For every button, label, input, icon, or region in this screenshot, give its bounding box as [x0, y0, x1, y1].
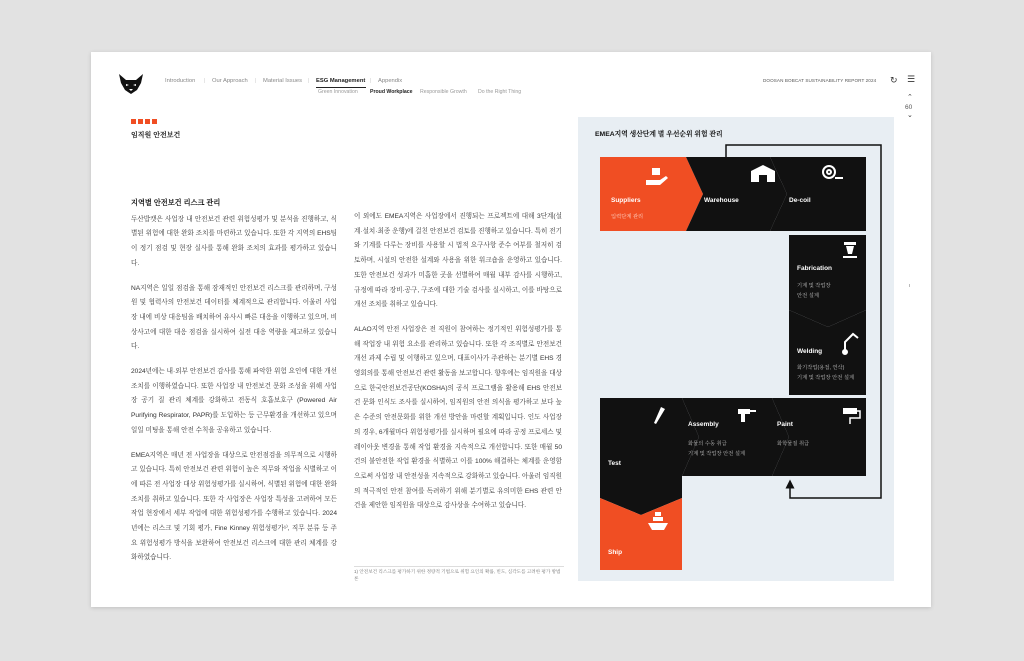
paragraph: 이 외에도 EMEA지역은 사업장에서 진행되는 프로젝트에 대해 3단계(설계·설치·최종 운행)에 걸친 안전보건 검토를 진행하고 있습니다. 특히 전기와 기계를 다루는 장비를 사용할 시 법적 요구사항 준수 여부를 철저히 검토하며, 시설의 안전한 설계와 사용을 위한 워크숍을 운영하고 있습니다. 또한 안전보건 성과가 미흡한 곳을 선별하여 매월 내부 감사를 시행하고, 규정에 따라 장비·공구, 구조에 대한 기술 검사를 실시하고, 이를 바탕으로 개선 조치를 취하고 있습니다.	[354, 213, 562, 309]
paragraph: NA지역은 일일 점검을 통해 잠재적인 안전보건 리스크를 관리하며, 구성원 및 협력사의 안전보건 데이터를 체계적으로 관리합니다. 이울러 사업장 내에 비상 대응팀을 배치하여 유사시 빠른 대응을 이행하고 있으며, 비상사고에 대한 대응 점검을 실시하여 실전 대응 역량을 제고하고 있습니다.	[131, 284, 337, 351]
step-welding-desc: 화기작업(용접, 연삭)	[797, 365, 845, 371]
step-decoil-label: De-coil	[789, 197, 811, 204]
step-welding-label: Welding	[797, 348, 823, 355]
nav-separator: |	[308, 78, 310, 84]
step-fabrication-desc: 안전 설계	[797, 293, 819, 299]
nav-our-approach[interactable]: Our Approach	[212, 78, 248, 84]
step-test-label: Test	[608, 460, 621, 467]
step-assembly-label: Assembly	[688, 421, 719, 428]
nav-separator: |	[370, 78, 372, 84]
subnav-do-the-right-thing[interactable]: Do the Right Thing	[478, 89, 522, 95]
step-paint-desc: 화학물질 취급	[777, 441, 810, 447]
diagram-title: EMEA지역 생산단계 별 우선순위 위험 관리	[595, 131, 723, 138]
step-suppliers-label: Suppliers	[611, 197, 641, 204]
nav-esg-management[interactable]: ESG Management	[316, 78, 366, 84]
report-title: DOOSAN BOBCAT SUSTAINABILITY REPORT 2024	[763, 78, 877, 83]
page-number: 60	[905, 104, 913, 111]
paragraph: 두산밥캣은 사업장 내 안전보건 관련 위험성평가 및 분석을 진행하고, 식별된 위험에 대한 완화 조치를 마련하고 있습니다. 또한 각 지역의 EHS팀이 정기 점검 및 현장 실사를 통해 완화 조치의 효과를 평가하고 있습니다.	[131, 215, 337, 267]
chevron-up-icon[interactable]: ⌃	[907, 94, 913, 101]
paragraph: EMEA지역은 매년 전 사업장을 대상으로 안전점검을 의무적으로 시행하고 있습니다. 특히 안전보건 관련 위험이 높은 직무와 작업을 식별하고 이에 따른 전 사업장 대상 위험성평가를 실시하여, 식별된 위험에 대한 완화 조치를 취하고 있습니다. 또한 각 사업장은 사업장 특성을 고려하여 모든 작업 현장에서 세부 작업에 대한 위험성평가를 수행하고 있습니다. 2024년에는 리스크 및 기회 평가, Fine Kinney 위험성평가¹⁾, 직무 분류 등 주요 위험성평가 방식을 보완하여 안전보건 리스크에 대한 관리 체계를 강화하였습니다.	[131, 451, 337, 562]
nav-introduction[interactable]: Introduction	[165, 78, 196, 84]
column-heading: 지역별 안전보건 리스크 관리	[131, 198, 221, 207]
step-fabrication-desc: 기계 및 작업장	[797, 283, 831, 289]
chevron-down-icon[interactable]: ⌄	[907, 112, 913, 119]
step-welding-desc: 기계 및 작업장 안전 설계	[797, 375, 855, 381]
subnav-green-innovation[interactable]: Green Innovation	[318, 89, 358, 95]
step-ship-label: Ship	[608, 549, 623, 556]
nav-separator: |	[255, 78, 257, 84]
step-paint-label: Paint	[777, 421, 793, 428]
step-assembly-desc: 화물의 수동 취급	[688, 441, 727, 447]
step-suppliers-desc: 입력단계 관리	[611, 214, 644, 220]
section-title: 임직원 안전보건	[131, 132, 181, 139]
footnote: 1) 안전보건 리스크를 평가하기 위한 정량적 기법으로 위험 요인의 확률, 빈도, 심각도를 고려한 평가 방법론	[354, 566, 564, 583]
step-warehouse-label: Warehouse	[704, 197, 739, 204]
menu-icon[interactable]: ☰	[907, 74, 916, 84]
refresh-icon[interactable]: ↻	[890, 75, 898, 85]
step-assembly-desc: 기계 및 작업장 안전 설계	[688, 451, 746, 457]
step-fabrication-label: Fabrication	[797, 265, 833, 272]
paragraph: 2024년에는 내·외부 안전보건 감사를 통해 파악한 위험 요인에 대한 개선 조치를 이행하였습니다. 또한 사업장 내 안전보건 문화 조성을 위해 사업장 공기 질 관리 체계를 강화하고 전동식 호흡보호구 (Powered Air Purifying Respirator, PAPR)를 도입하는 등 근무환경을 개선하고 있으며 일일 미팅을 통해 안전 수칙을 공유하고 있습니다.	[131, 368, 337, 434]
nav-separator: |	[204, 78, 206, 84]
paragraph: ALAO지역 안전 사업장은 전 직원이 참여하는 정기적인 위험성평가를 통해 작업장 내 위험 요소를 관리하고 있습니다. 또한 각 조직별로 안전보건 개선 과제 수립 및 이행하고 있으며, 대표이사가 주관하는 분기별 EHS 경영회의를 통해 안전보건 관련 활동을 보고합니다. 향후에는 임직원을 대상으로 한국안전보건공단(KOSHA)의 공식 프로그램을 활용해 EHS 안전보건 문화 인식도 조사를 실시하여, 임직원의 안전 의식을 평가하고 보다 높은 수준의 안전문화를 위한 개선 방안을 마련할 계획입니다. 인도 사업장의 경우, 6개월마다 위험성평가를 실시하며 필요에 따라 공정 프로세스 및 레이아웃 변경을 통해 작업 환경을 지속적으로 개선합니다. 또한 매월 50건의 불안전한 작업 환경을 식별하고 이를 100% 해결하는 체계를 운영함으로써 사업장 내 안전성을 지속적으로 강화하고 있습니다. 아울러 임직원의 적극적인 안전 참여를 독려하기 위해 분기별로 유의미한 EHS 관련 안건을 제안한 임직원을 대상으로 감사상을 수여하고 있습니다.	[354, 325, 562, 510]
subnav-proud-workplace[interactable]: Proud Workplace	[370, 89, 413, 95]
subnav-responsible-growth[interactable]: Responsible Growth	[420, 89, 467, 95]
nav-material-issues[interactable]: Material Issues	[263, 78, 302, 84]
step-fabrication-shape	[789, 235, 866, 327]
nav-appendix[interactable]: Appendix	[378, 78, 403, 84]
